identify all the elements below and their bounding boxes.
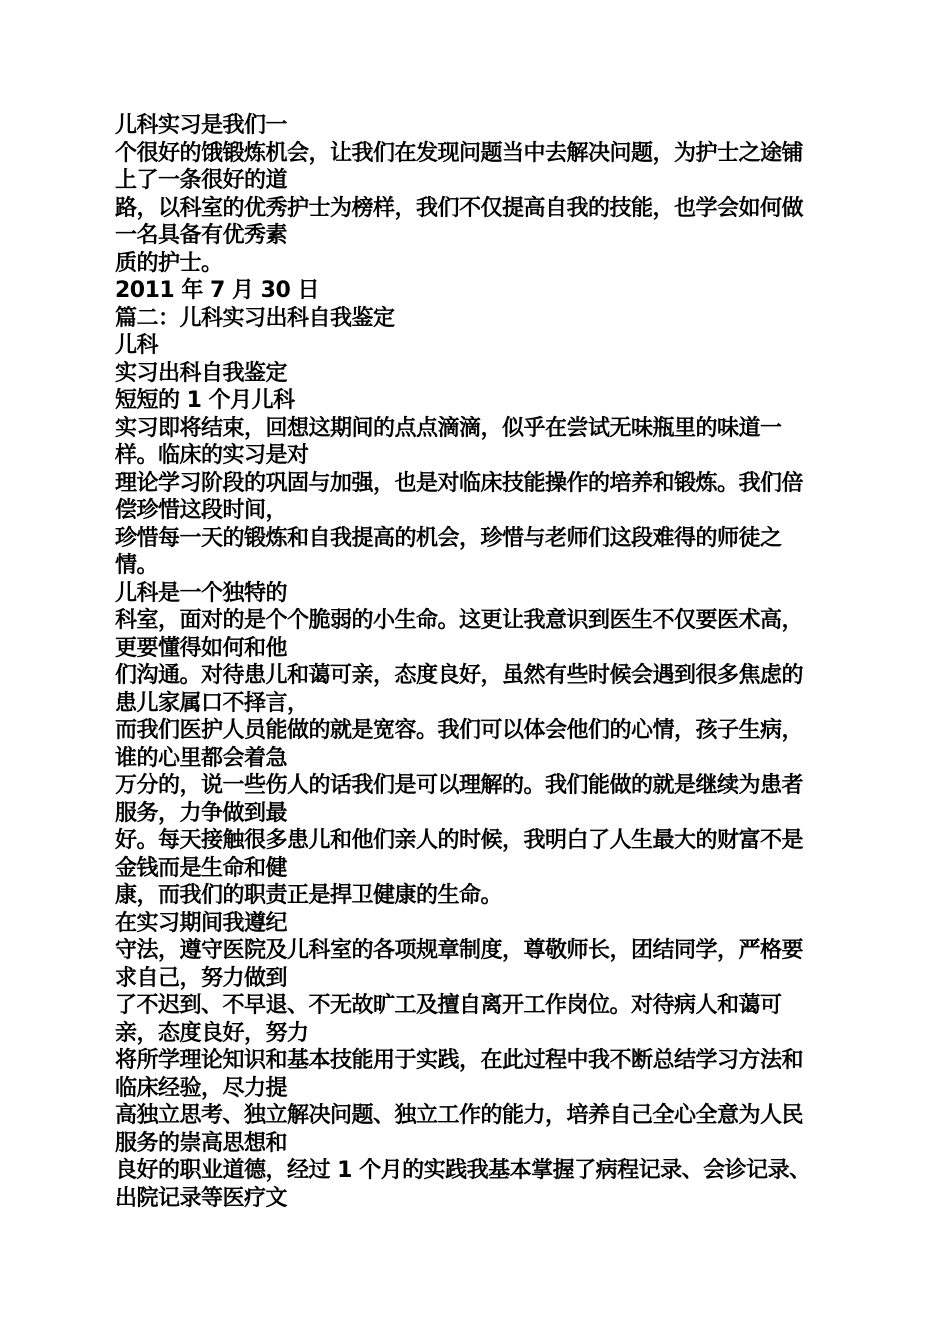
text-line: 珍惜每一天的锻炼和自我提高的机会，珍惜与老师们这段难得的师徒之情。 — [115, 525, 782, 578]
text-line: 短短的 1 个月儿科 — [115, 388, 295, 413]
text-line: 万分的，说一些伤人的话我们是可以理解的。我们能做的就是继续为患者服务，力争做到最 — [115, 773, 804, 826]
text-line: 守法，遵守医院及儿科室的各项规章制度，尊敬师长，团结同学，严格要求自己，努力做到 — [115, 938, 804, 991]
text-line: 将所学理论知识和基本技能用于实践，在此过程中我不断总结学习方法和临床经验，尽力提 — [115, 1048, 804, 1101]
text-line: 了不迟到、不早退、不无故旷工及擅自离开工作岗位。对待病人和蔼可亲，态度良好，努力 — [115, 993, 782, 1046]
text-line: 实习即将结束，回想这期间的点点滴滴，似乎在尝试无味瓶里的味道一样。临床的实习是对 — [115, 415, 782, 468]
text-line: 高独立思考、独立解决问题、独立工作的能力，培养自己全心全意为人民服务的崇高思想和 — [115, 1103, 804, 1156]
text-line: 科室，面对的是个个脆弱的小生命。这更让我意识到医生不仅要医术高，更要懂得如何和他 — [115, 608, 804, 661]
text-line: 在实习期间我遵纪 — [115, 910, 288, 936]
text-line: 儿科实习是我们一 — [115, 113, 288, 138]
text-line: 个很好的饿锻炼机会，让我们在发现问题当中去解决问题，为护士之途铺上了一条很好的道 — [115, 140, 804, 193]
document-body — [115, 112, 820, 1212]
text-line: 好。每天接触很多患儿和他们亲人的时候，我明白了人生最大的财富不是金钱而是生命和健 — [115, 828, 804, 881]
text-line: 们沟通。对待患儿和蔼可亲，态度良好，虽然有些时候会遇到很多焦虑的患儿家属口不择言， — [115, 663, 804, 716]
text-line: 康，而我们的职责正是捍卫健康的生命。 — [115, 883, 503, 908]
date-line: 2011 年 7 月 30 日 — [115, 278, 319, 303]
text-line: 儿科 — [115, 333, 159, 358]
text-line: 理论学习阶段的巩固与加强，也是对临床技能操作的培养和锻炼。我们倍偿珍惜这段时间， — [115, 470, 804, 523]
section-heading: 篇二：儿科实习出科自我鉴定 — [115, 305, 395, 331]
text-line: 儿科是一个独特的 — [115, 580, 288, 606]
text-line: 质的护士。 — [115, 250, 223, 276]
text-line: 实习出科自我鉴定 — [115, 360, 288, 386]
text-line: 良好的职业道德，经过 1 个月的实践我基本掌握了病程记录、会诊记录、出院记录等医疗文 — [115, 1158, 811, 1211]
text-line: 而我们医护人员能做的就是宽容。我们可以体会他们的心情，孩子生病，谁的心里都会着急 — [115, 718, 804, 771]
text-line: 路，以科室的优秀护士为榜样，我们不仅提高自我的技能，也学会如何做一名具备有优秀素 — [115, 195, 804, 248]
